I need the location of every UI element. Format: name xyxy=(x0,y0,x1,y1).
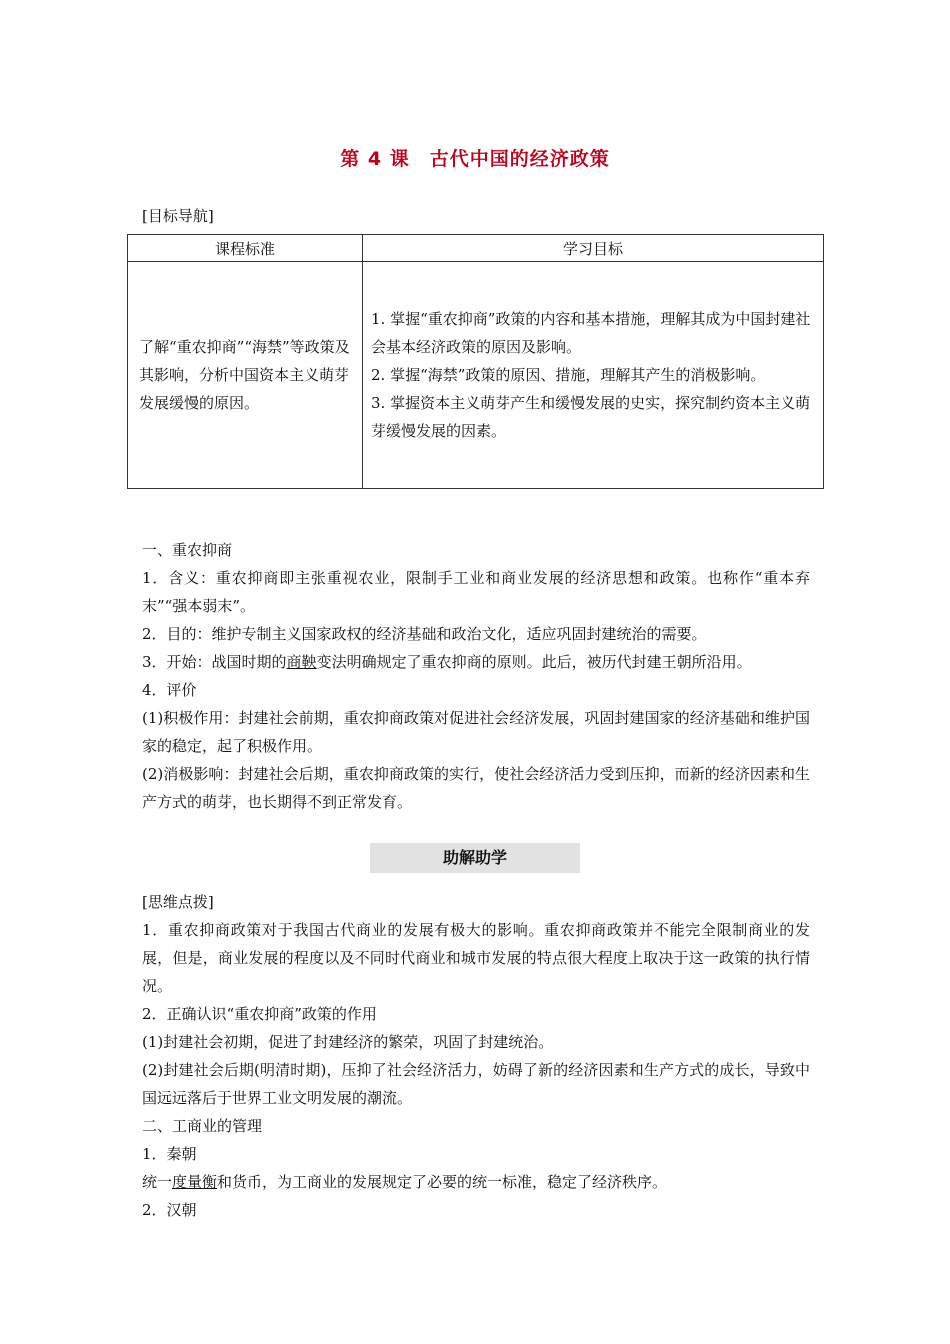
goals-table xyxy=(127,234,824,489)
standard-cell: 了解“重农抑商”“海禁”等政策及其影响，分析中国资本主义萌芽发展缓慢的原因。 xyxy=(128,262,363,489)
paragraph: (2)封建社会后期(明清时期)，压抑了社会经济活力，妨碍了新的经济因素和生产方式的成长，导致中国远远落后于世界工业文明发展的潮流。 xyxy=(142,1061,810,1107)
paragraph: 1．含义：重农抑商即主张重视农业，限制手工业和商业发展的经济思想和政策。也称作“重本弃末”“强本弱末”。 xyxy=(142,569,810,615)
underlined-term: 度量衡 xyxy=(172,1173,218,1191)
paragraph: 2．目的：维护专制主义国家政权的经济基础和政治文化，适应巩固封建统治的需要。 xyxy=(142,625,707,643)
text-segment: 变法明确规定了重农抑商的原则。此后，被历代封建王朝所沿用。 xyxy=(316,653,752,671)
paragraph: 4．评价 xyxy=(142,681,197,699)
paragraph xyxy=(142,648,810,676)
header-standard: 课程标准 xyxy=(128,235,363,262)
paragraph: (1)封建社会初期，促进了封建经济的繁荣，巩固了封建统治。 xyxy=(142,1033,554,1051)
paragraph: 2．正确认识“重农抑商”政策的作用 xyxy=(142,1005,377,1023)
header-objectives: 学习目标 xyxy=(363,235,824,262)
underlined-term: 商鞅 xyxy=(286,653,317,671)
paragraph: 2．汉朝 xyxy=(142,1201,197,1219)
objective-item: 3. 掌握资本主义萌芽产生和缓慢发展的史实，探究制约资本主义萌芽缓慢发展的因素。 xyxy=(371,394,811,440)
paragraph: 二、工商业的管理 xyxy=(142,1117,263,1135)
objective-item: 2. 掌握“海禁”政策的原因、措施，理解其产生的消极影响。 xyxy=(371,366,766,384)
text-segment: 和货币，为工商业的发展规定了必要的统一标准，稳定了经济秩序。 xyxy=(217,1173,668,1191)
paragraph: (1)积极作用：封建社会前期，重农抑商政策对促进社会经济发展，巩固封建国家的经济基础和维护国家的稳定，起了积极作用。 xyxy=(142,709,810,755)
paragraph: 1．秦朝 xyxy=(142,1145,197,1163)
paragraph xyxy=(142,1168,810,1196)
section-heading: 一、重农抑商 xyxy=(142,541,233,559)
section-two xyxy=(142,888,810,1224)
section-banner: 助解助学 xyxy=(370,843,580,873)
table-header-row xyxy=(128,235,824,262)
goal-nav-label: [目标导航] xyxy=(142,207,214,225)
section-one xyxy=(142,536,810,816)
section-heading: [思维点拨] xyxy=(142,893,214,911)
objective-item: 1. 掌握“重农抑商”政策的内容和基本措施，理解其成为中国封建社会基本经济政策的原因及影响。 xyxy=(371,310,811,356)
table-row xyxy=(128,262,824,489)
lesson-number: 第 4 课 xyxy=(340,148,410,170)
page-title xyxy=(0,144,950,171)
text-segment: 3．开始：战国时期的 xyxy=(142,653,287,671)
objectives-cell xyxy=(363,262,824,489)
paragraph: 1．重农抑商政策对于我国古代商业的发展有极大的影响。重农抑商政策并不能完全限制商业的发展，但是，商业发展的程度以及不同时代商业和城市发展的特点很大程度上取决于这一政策的执行情况。 xyxy=(142,921,810,995)
lesson-name: 古代中国的经济政策 xyxy=(429,148,610,170)
text-segment: 统一 xyxy=(142,1173,173,1191)
paragraph: (2)消极影响：封建社会后期，重农抑商政策的实行，使社会经济活力受到压抑，而新的经济因素和生产方式的萌芽，也长期得不到正常发育。 xyxy=(142,765,810,811)
